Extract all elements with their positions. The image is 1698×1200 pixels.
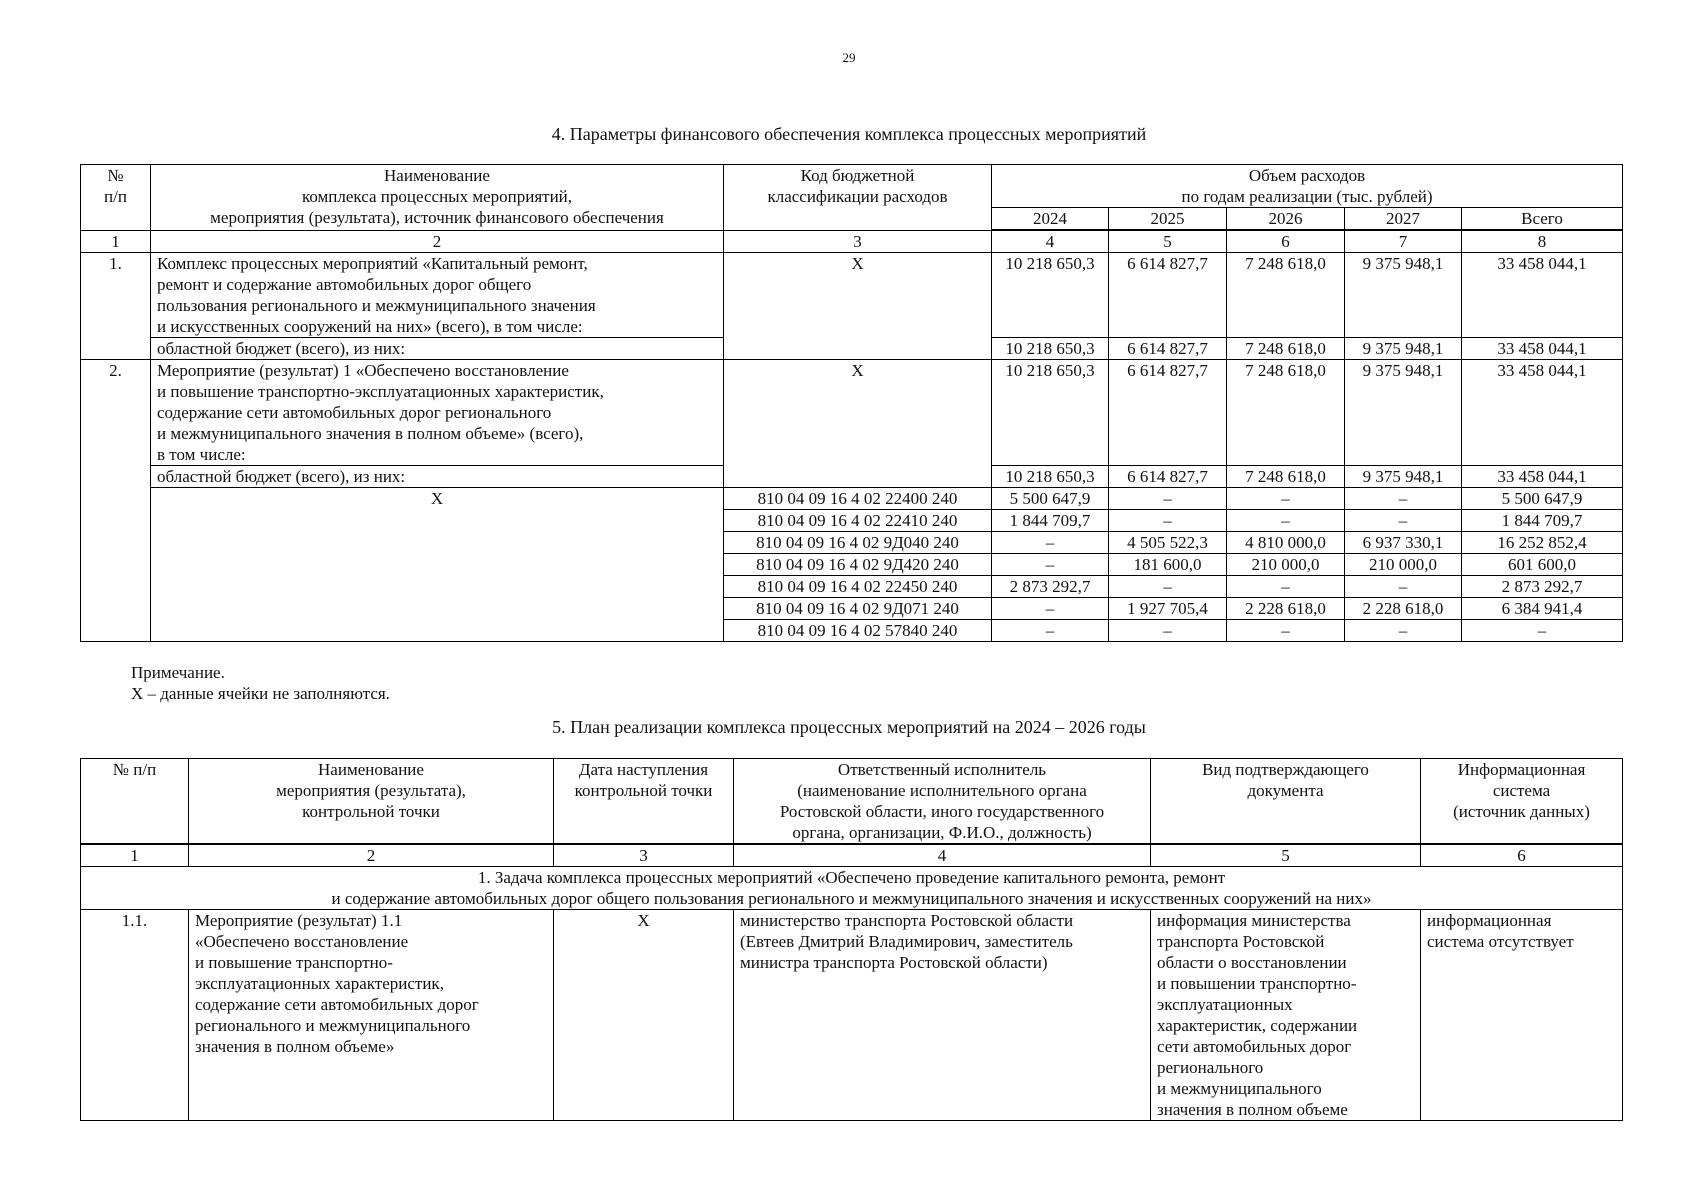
value-cell: 9 375 948,1 bbox=[1345, 338, 1462, 360]
header-date: Дата наступления контрольной точки bbox=[554, 759, 734, 845]
col-num: 5 bbox=[1109, 230, 1227, 253]
row-name: Мероприятие (результат) 1 «Обеспечено восстановление и повышение транспортно-эксплуатационных характеристик, содержание сети автомобильных дорог регионального и межмуниципального значения в полном объеме» (всего), в том числе: bbox=[151, 360, 724, 466]
x-mark: X bbox=[151, 488, 724, 642]
budget-code: 810 04 09 16 4 02 9Д071 240 bbox=[724, 598, 992, 620]
col-num: 6 bbox=[1227, 230, 1345, 253]
plan-table bbox=[80, 758, 1623, 1121]
value-cell: 1 844 709,7 bbox=[992, 510, 1109, 532]
row-number: 2. bbox=[81, 360, 151, 642]
row-code: X bbox=[724, 360, 992, 488]
task-heading: 1. Задача комплекса процессных мероприятий «Обеспечено проведение капитального ремонта, ремонт и содержание автомобильных дорог общего пользования регионального и межмуниципального значения и искусственных сооружений на них» bbox=[81, 867, 1623, 910]
value-cell: 2 228 618,0 bbox=[1227, 598, 1345, 620]
value-cell: 33 458 044,1 bbox=[1462, 338, 1623, 360]
header-2027: 2027 bbox=[1345, 208, 1462, 231]
section-4-title: 4. Параметры финансового обеспечения комплекса процессных мероприятий bbox=[551, 124, 1147, 144]
value-cell: – bbox=[1345, 576, 1462, 598]
value-cell: – bbox=[1345, 510, 1462, 532]
value-cell: 10 218 650,3 bbox=[992, 253, 1109, 338]
value-cell: 33 458 044,1 bbox=[1462, 360, 1623, 466]
header-row bbox=[81, 759, 1623, 845]
value-cell: 10 218 650,3 bbox=[992, 338, 1109, 360]
col-num: 4 bbox=[734, 844, 1151, 867]
budget-code: 810 04 09 16 4 02 22410 240 bbox=[724, 510, 992, 532]
value-cell: 1 927 705,4 bbox=[1109, 598, 1227, 620]
value-cell: – bbox=[1345, 620, 1462, 642]
row-number: 1. bbox=[81, 253, 151, 360]
header-info-system: Информационная система (источник данных) bbox=[1421, 759, 1623, 845]
header-row bbox=[81, 165, 1623, 208]
value-cell: 5 500 647,9 bbox=[1462, 488, 1623, 510]
header-2024: 2024 bbox=[992, 208, 1109, 231]
column-numbers-row bbox=[81, 230, 1623, 253]
value-cell: 33 458 044,1 bbox=[1462, 253, 1623, 338]
value-cell: – bbox=[1345, 488, 1462, 510]
value-cell: 16 252 852,4 bbox=[1462, 532, 1623, 554]
value-cell: 33 458 044,1 bbox=[1462, 466, 1623, 488]
col-num: 5 bbox=[1151, 844, 1421, 867]
budget-code: 810 04 09 16 4 02 22450 240 bbox=[724, 576, 992, 598]
header-name: Наименование мероприятия (результата), контрольной точки bbox=[189, 759, 554, 845]
value-cell: 2 228 618,0 bbox=[1345, 598, 1462, 620]
value-cell: – bbox=[1227, 510, 1345, 532]
page-number: 29 bbox=[842, 50, 856, 65]
budget-code: 810 04 09 16 4 02 9Д040 240 bbox=[724, 532, 992, 554]
budget-code: 810 04 09 16 4 02 22400 240 bbox=[724, 488, 992, 510]
value-cell: – bbox=[992, 532, 1109, 554]
col-num: 3 bbox=[554, 844, 734, 867]
row-info-system: информационная система отсутствует bbox=[1421, 910, 1623, 1121]
section-5-title: 5. План реализации комплекса процессных мероприятий на 2024 – 2026 годы bbox=[552, 717, 1146, 737]
value-cell: – bbox=[1109, 620, 1227, 642]
col-num: 7 bbox=[1345, 230, 1462, 253]
value-cell: – bbox=[1109, 510, 1227, 532]
value-cell: 6 614 827,7 bbox=[1109, 360, 1227, 466]
value-cell: 601 600,0 bbox=[1462, 554, 1623, 576]
row-name: Мероприятие (результат) 1.1 «Обеспечено восстановление и повышение транспортно- эксплуатационных характеристик, содержание сети автомобильных дорог регионального и межмуниципального значения в полном объеме» bbox=[189, 910, 554, 1121]
value-cell: 5 500 647,9 bbox=[992, 488, 1109, 510]
row-name: областной бюджет (всего), из них: bbox=[151, 338, 724, 360]
note-text: Х – данные ячейки не заполняются. bbox=[131, 684, 390, 703]
value-cell: 7 248 618,0 bbox=[1227, 466, 1345, 488]
value-cell: 9 375 948,1 bbox=[1345, 253, 1462, 338]
value-cell: – bbox=[1109, 488, 1227, 510]
task-row bbox=[81, 867, 1623, 910]
value-cell: – bbox=[992, 598, 1109, 620]
row-name: Комплекс процессных мероприятий «Капитальный ремонт, ремонт и содержание автомобильных дорог общего пользования регионального и межмуниципального значения и искусственных сооружений на них» (всего), в том числе: bbox=[151, 253, 724, 338]
table-row bbox=[81, 253, 1623, 338]
value-cell: – bbox=[992, 554, 1109, 576]
header-total: Всего bbox=[1462, 208, 1623, 231]
col-num: 1 bbox=[81, 230, 151, 253]
value-cell: – bbox=[1462, 620, 1623, 642]
col-num: 1 bbox=[81, 844, 189, 867]
row-date: X bbox=[554, 910, 734, 1121]
value-cell: 210 000,0 bbox=[1227, 554, 1345, 576]
header-volume: Объем расходов по годам реализации (тыс. рублей) bbox=[992, 165, 1623, 208]
value-cell: – bbox=[1227, 576, 1345, 598]
value-cell: 6 614 827,7 bbox=[1109, 466, 1227, 488]
header-responsible: Ответственный исполнитель (наименование исполнительного органа Ростовской области, иного государственного органа, организации, Ф.И.О., должность) bbox=[734, 759, 1151, 845]
value-cell: 1 844 709,7 bbox=[1462, 510, 1623, 532]
header-num: № п/п bbox=[81, 165, 151, 231]
value-cell: 7 248 618,0 bbox=[1227, 253, 1345, 338]
col-num: 2 bbox=[189, 844, 554, 867]
header-2026: 2026 bbox=[1227, 208, 1345, 231]
value-cell: 10 218 650,3 bbox=[992, 360, 1109, 466]
row-code: X bbox=[724, 253, 992, 360]
col-num: 6 bbox=[1421, 844, 1623, 867]
header-name: Наименование комплекса процессных мероприятий, мероприятия (результата), источник финансового обеспечения bbox=[151, 165, 724, 231]
value-cell: – bbox=[1227, 488, 1345, 510]
row-number: 1.1. bbox=[81, 910, 189, 1121]
header-num: № п/п bbox=[81, 759, 189, 845]
value-cell: 6 614 827,7 bbox=[1109, 338, 1227, 360]
column-numbers-row bbox=[81, 844, 1623, 867]
value-cell: 6 614 827,7 bbox=[1109, 253, 1227, 338]
row-responsible: министерство транспорта Ростовской области (Евтеев Дмитрий Владимирович, заместитель министра транспорта Ростовской области) bbox=[734, 910, 1151, 1121]
value-cell: – bbox=[992, 620, 1109, 642]
financing-table bbox=[80, 164, 1623, 642]
value-cell: – bbox=[1109, 576, 1227, 598]
row-name: областной бюджет (всего), из них: bbox=[151, 466, 724, 488]
table-row bbox=[81, 360, 1623, 466]
value-cell: 181 600,0 bbox=[1109, 554, 1227, 576]
value-cell: 4 505 522,3 bbox=[1109, 532, 1227, 554]
value-cell: 9 375 948,1 bbox=[1345, 466, 1462, 488]
value-cell: 210 000,0 bbox=[1345, 554, 1462, 576]
budget-code: 810 04 09 16 4 02 9Д420 240 bbox=[724, 554, 992, 576]
note-title: Примечание. bbox=[131, 663, 225, 682]
col-num: 2 bbox=[151, 230, 724, 253]
value-cell: 9 375 948,1 bbox=[1345, 360, 1462, 466]
value-cell: 2 873 292,7 bbox=[992, 576, 1109, 598]
value-cell: 7 248 618,0 bbox=[1227, 338, 1345, 360]
table-row bbox=[81, 910, 1623, 1121]
value-cell: 6 384 941,4 bbox=[1462, 598, 1623, 620]
header-code: Код бюджетной классификации расходов bbox=[724, 165, 992, 231]
value-cell: 2 873 292,7 bbox=[1462, 576, 1623, 598]
header-document: Вид подтверждающего документа bbox=[1151, 759, 1421, 845]
header-2025: 2025 bbox=[1109, 208, 1227, 231]
value-cell: 4 810 000,0 bbox=[1227, 532, 1345, 554]
budget-code: 810 04 09 16 4 02 57840 240 bbox=[724, 620, 992, 642]
value-cell: 7 248 618,0 bbox=[1227, 360, 1345, 466]
col-num: 8 bbox=[1462, 230, 1623, 253]
row-document: информация министерства транспорта Ростовской области о восстановлении и повышении транспортно- эксплуатационных характеристик, содержании сети автомобильных дорог регионального и межмуниципального значения в полном объеме bbox=[1151, 910, 1421, 1121]
table-row bbox=[81, 488, 1623, 510]
value-cell: – bbox=[1227, 620, 1345, 642]
col-num: 4 bbox=[992, 230, 1109, 253]
value-cell: 6 937 330,1 bbox=[1345, 532, 1462, 554]
col-num: 3 bbox=[724, 230, 992, 253]
value-cell: 10 218 650,3 bbox=[992, 466, 1109, 488]
